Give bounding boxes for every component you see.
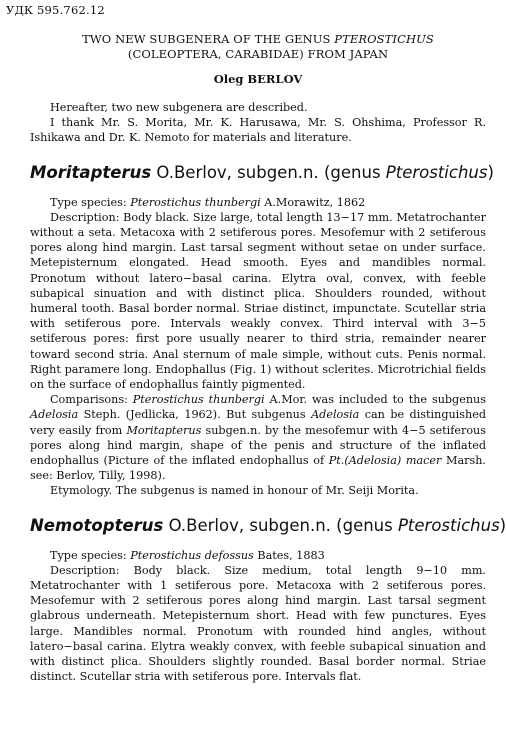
type-species: Type species: Pterostichus defossus Bates, 1883 [50,548,325,562]
title-line-2: (COLEOPTERA, CARABIDAE) FROM JAPAN [127,47,389,61]
etymology: Etymology. The subgenus is named in honour of Mr. Seiji Morita. [50,484,419,498]
udk-code: УДК 595.762.12 [6,3,105,17]
title-line-1: TWO NEW SUBGENERA OF THE GENUS PTEROSTICHUS [82,32,434,46]
intro [30,100,486,146]
acknowledgements: I thank Mr. S. Morita, Mr. K. Harusawa, Mr. S. Ohshima, Professor R. Ishikawa and Dr. K. Nemoto for materials and literature. [30,116,486,145]
type-species: Type species: Pterostichus thunbergi A.Morawitz, 1862 [50,195,366,209]
subgenus-name: Moritapterus [30,162,152,182]
title-genus: PTEROSTICHUS [334,32,434,46]
description: Description: Body black. Size medium, total length 9−10 mm. Metatrochanter with 1 setiferous pore. Metacoxa with 2 setiferous pores. Mesofemur with 2 setiferous pores along hind margin. Last tarsal segment glabrous underneath. Metepisternum short. Head with few punctures. Eyes large. Mandibles normal. Pronotum with rounded hind angles, without latero−basal carina. Elytra weakly convex, with feeble subapical sinuation and with distinct plica. Shoulders slightly rounded. Basal border normal. Striae distinct. Scutellar stria with setiferous pore. Intervals flat. [30,563,486,684]
section-heading-moritapterus: Moritapterus O.Berlov, subgen.n. (genus Pterostichus) [30,162,494,182]
author: Oleg BERLOV [213,72,303,86]
comparisons: Comparisons: Pterostichus thunbergi A.Mor. was included to the subgenus Adelosia Steph. (Jedlicka, 1962). But subgenus Adelosia can be distinguished very easily from Moritapterus subgen.n. by the mesofemur with 4−5 setiferous pores along hind margin, shape of the penis and structure of the inflated endophallus (Picture of the inflated endophallus of Pt.(Adelosia) macer Marsh. see: Berlov, Tilly, 1998). [30,393,486,483]
intro-paragraph: Hereafter, two new subgenera are described. [50,101,308,114]
paper-title [30,32,486,62]
section-heading-nemotopterus: Nemotopterus O.Berlov, subgen.n. (genus Pterostichus) [30,515,506,535]
subgenus-name: Nemotopterus [30,515,164,535]
description: Description: Body black. Size large, total length 13−17 mm. Metatrochanter without a seta. Metacoxa with 2 setiferous pores. Mesofemur with 2 setiferous pores along hind margin. Last tarsal segment without setae on under surface. Metepisternum elongated. Head smooth. Eyes and mandibles normal. Pronotum without latero−basal carina. Elytra oval, convex, with feeble subapical sinuation and with distinct plica. Shoulders rounded, without humeral tooth. Basal border normal. Striae distinct, impunctate. Scutellar stria with setiferous pore. Intervals weakly convex. Third interval with 3−5 setiferous pores: first pore usually nearer to third stria, remainder nearer toward second stria. Anal sternum of male simple, without cuts. Penis normal. Right paramere long. Endophallus (Fig. 1) without sclerites. Microtrichial fields on the surface of endophallus faintly pigmented. [30,210,486,392]
